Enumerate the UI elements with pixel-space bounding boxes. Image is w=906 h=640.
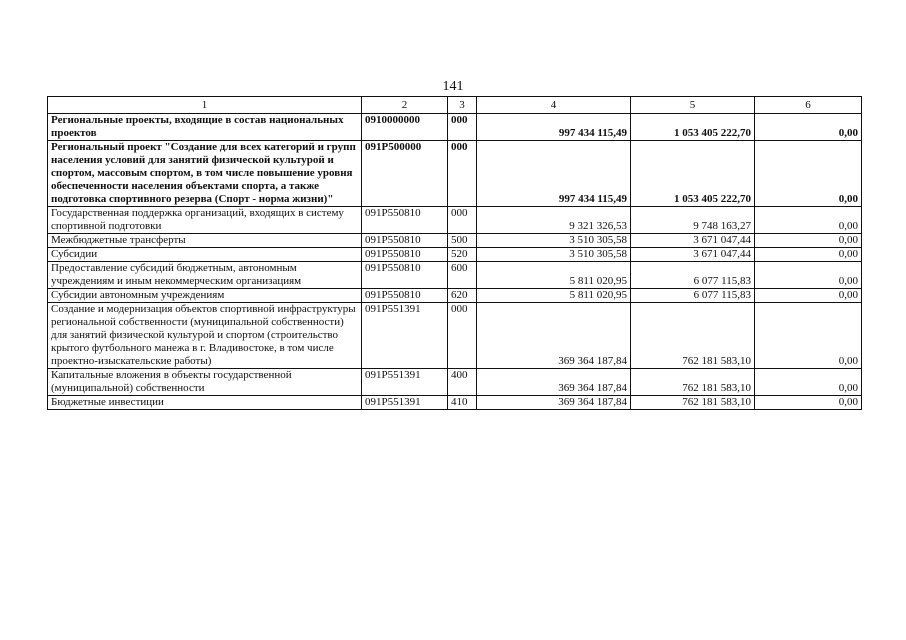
table-row <box>48 234 862 248</box>
row-expense-type: 500 <box>448 234 477 248</box>
row-value-col4: 369 364 187,84 <box>477 369 631 396</box>
row-value-col5: 1 053 405 222,70 <box>631 114 755 141</box>
row-expense-type: 000 <box>448 207 477 234</box>
row-value-col5: 3 671 047,44 <box>631 234 755 248</box>
row-value-col5: 9 748 163,27 <box>631 207 755 234</box>
row-value-col4: 997 434 115,49 <box>477 141 631 207</box>
row-name: Бюджетные инвестиции <box>48 396 362 410</box>
row-expense-type: 410 <box>448 396 477 410</box>
row-value-col5: 762 181 583,10 <box>631 369 755 396</box>
row-name: Предоставление субсидий бюджетным, автономным учреждениям и иным некоммерческим организациям <box>48 262 362 289</box>
table-row <box>48 262 862 289</box>
row-name: Межбюджетные трансферты <box>48 234 362 248</box>
header-col-3: 3 <box>448 97 477 114</box>
row-name: Региональный проект "Создание для всех категорий и групп населения условий для занятий физической культурой и спортом, массовым спортом, в том числе повышение уровня обеспеченности населения объектами спорта, а также подготовка спортивного резерва (Спорт - норма жизни)" <box>48 141 362 207</box>
row-value-col6: 0,00 <box>755 262 862 289</box>
table-row <box>48 207 862 234</box>
row-value-col4: 9 321 326,53 <box>477 207 631 234</box>
row-value-col4: 5 811 020,95 <box>477 262 631 289</box>
row-name: Субсидии автономным учреждениям <box>48 289 362 303</box>
row-value-col4: 369 364 187,84 <box>477 303 631 369</box>
row-value-col4: 3 510 305,58 <box>477 234 631 248</box>
budget-table-body <box>48 97 862 410</box>
row-code: 091P500000 <box>362 141 448 207</box>
table-row <box>48 141 862 207</box>
row-value-col6: 0,00 <box>755 248 862 262</box>
row-expense-type: 000 <box>448 303 477 369</box>
page-number: 141 <box>442 79 464 94</box>
row-value-col4: 3 510 305,58 <box>477 248 631 262</box>
row-code: 091P551391 <box>362 303 448 369</box>
row-name: Государственная поддержка организаций, входящих в систему спортивной подготовки <box>48 207 362 234</box>
header-col-4: 4 <box>477 97 631 114</box>
table-row <box>48 114 862 141</box>
row-value-col6: 0,00 <box>755 234 862 248</box>
row-value-col4: 369 364 187,84 <box>477 396 631 410</box>
row-value-col6: 0,00 <box>755 369 862 396</box>
row-value-col6: 0,00 <box>755 289 862 303</box>
row-code: 091P551391 <box>362 396 448 410</box>
row-expense-type: 600 <box>448 262 477 289</box>
row-name: Субсидии <box>48 248 362 262</box>
row-name: Региональные проекты, входящие в состав национальных проектов <box>48 114 362 141</box>
row-value-col6: 0,00 <box>755 141 862 207</box>
header-col-1: 1 <box>48 97 362 114</box>
header-col-6: 6 <box>755 97 862 114</box>
table-row <box>48 369 862 396</box>
header-col-5: 5 <box>631 97 755 114</box>
row-expense-type: 400 <box>448 369 477 396</box>
table-row <box>48 303 862 369</box>
row-expense-type: 620 <box>448 289 477 303</box>
row-expense-type: 000 <box>448 141 477 207</box>
row-code: 091P551391 <box>362 369 448 396</box>
table-row <box>48 248 862 262</box>
row-value-col6: 0,00 <box>755 303 862 369</box>
row-code: 091P550810 <box>362 289 448 303</box>
table-row <box>48 289 862 303</box>
row-value-col6: 0,00 <box>755 396 862 410</box>
header-col-2: 2 <box>362 97 448 114</box>
row-value-col6: 0,00 <box>755 207 862 234</box>
row-value-col5: 6 077 115,83 <box>631 289 755 303</box>
row-value-col5: 6 077 115,83 <box>631 262 755 289</box>
budget-table <box>47 96 862 410</box>
row-expense-type: 520 <box>448 248 477 262</box>
row-code: 091P550810 <box>362 207 448 234</box>
row-code: 091P550810 <box>362 248 448 262</box>
row-value-col5: 762 181 583,10 <box>631 396 755 410</box>
row-value-col4: 5 811 020,95 <box>477 289 631 303</box>
row-value-col4: 997 434 115,49 <box>477 114 631 141</box>
table-row <box>48 396 862 410</box>
row-value-col5: 762 181 583,10 <box>631 303 755 369</box>
row-value-col5: 1 053 405 222,70 <box>631 141 755 207</box>
row-code: 0910000000 <box>362 114 448 141</box>
row-name: Капитальные вложения в объекты государственной (муниципальной) собственности <box>48 369 362 396</box>
row-code: 091P550810 <box>362 262 448 289</box>
row-value-col5: 3 671 047,44 <box>631 248 755 262</box>
row-value-col6: 0,00 <box>755 114 862 141</box>
header-row <box>48 97 862 114</box>
row-code: 091P550810 <box>362 234 448 248</box>
row-name: Создание и модернизация объектов спортивной инфраструктуры региональной собственности (муниципальной собственности) для занятий физической культурой и спортом (строительство крытого футбольного манежа в г. Владивостоке, в том числе проектно-изыскательские работы) <box>48 303 362 369</box>
row-expense-type: 000 <box>448 114 477 141</box>
